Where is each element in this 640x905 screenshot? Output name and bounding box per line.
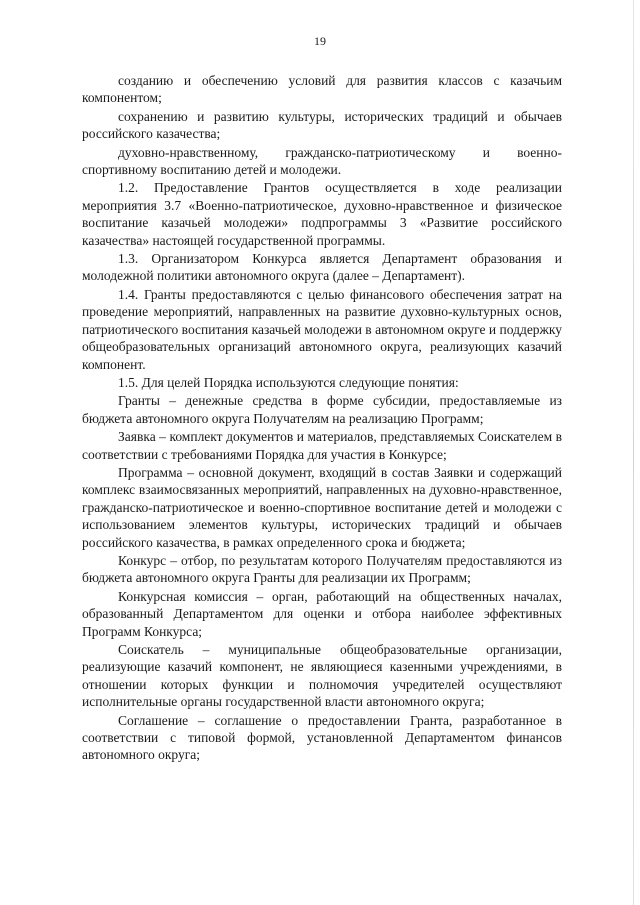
- paragraph: Соискатель – муниципальные общеобразовательные организации, реализующие казачий компонент, не являющиеся казенными учреждениями, в отношении которых функции и полномочия учредителей осуществляют исполнительные органы государственной власти автономного округа;: [82, 642, 562, 710]
- paragraph: Программа – основной документ, входящий в состав Заявки и содержащий комплекс взаимосвязанных мероприятий, направленных на духовно-нравственное, гражданско-патриотическое и военно-спортивное воспитание детей и молодежи с использованием элементов культуры, исторических традиций и обычаев российского казачества, в рамках определенного срока и бюджета;: [82, 464, 562, 550]
- paragraph: созданию и обеспечению условий для развития классов с казачьим компонентом;: [82, 73, 562, 106]
- paragraph: Гранты – денежные средства в форме субсидии, предоставляемые из бюджета автономного округа Получателям на реализацию Программ;: [82, 393, 562, 426]
- paragraph: 1.3. Организатором Конкурса является Департамент образования и молодежной политики автономного округа (далее – Департамент).: [82, 251, 562, 284]
- paragraph: 1.5. Для целей Порядка используются следующие понятия:: [118, 374, 459, 390]
- scan-edge-line: [633, 0, 634, 905]
- paragraph: 1.2. Предоставление Грантов осуществляется в ходе реализации мероприятия 3.7 «Военно-патриотическое, духовно-нравственное и физическое воспитание казачьей молодежи» подпрограммы 3 «Развитие российского казачества» настоящей государственной программы.: [82, 180, 562, 248]
- paragraph: Конкурс – отбор, по результатам которого Получателям предоставляются из бюджета автономного округа Гранты для реализации их Программ;: [82, 552, 562, 586]
- paragraph: сохранению и развитию культуры, исторических традиций и обычаев российского казачества;: [82, 108, 562, 142]
- paragraph: Соглашение – соглашение о предоставлении Гранта, разработанное в соответствии с типовой формой, установленной Департаментом финансов автономного округа;: [82, 712, 562, 763]
- paragraph: Конкурсная комиссия – орган, работающий на общественных началах, образованный Департаментом для оценки и отбора наиболее эффективных Программ Конкурса;: [82, 588, 562, 639]
- paragraph: Заявка – комплект документов и материалов, представляемых Соискателем в соответствии с требованиями Порядка для участия в Конкурсе;: [82, 429, 562, 462]
- paragraph: духовно-нравственному, гражданско-патриотическому и военно-спортивному воспитанию детей и молодежи.: [82, 144, 562, 178]
- document-body: [82, 72, 562, 764]
- paragraph: 1.4. Гранты предоставляются с целью финансового обеспечения затрат на проведение мероприятий, направленных на развитие духовно-культурных основ, патриотического воспитания казачьей молодежи в автономном округе и поддержку общеобразовательных организаций автономного округа, реализующих казачий компонент.: [82, 286, 562, 372]
- page-number: 19: [314, 34, 326, 48]
